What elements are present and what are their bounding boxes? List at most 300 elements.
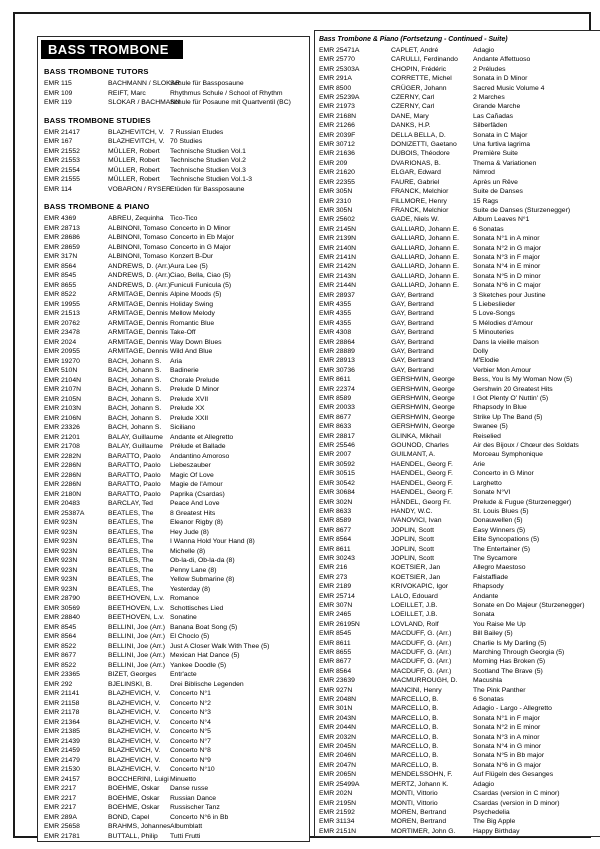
piece-title: Michelle (8) <box>170 547 206 555</box>
catalog-row <box>315 366 600 375</box>
catalog-row <box>315 648 600 657</box>
catalog-number: EMR 2045N <box>319 743 357 751</box>
composer-name: MARCELLO, B. <box>391 714 439 722</box>
catalog-row <box>315 356 600 365</box>
piece-title: St. Louis Blues (5) <box>473 507 529 515</box>
composer-name: BARATTO, Paolo <box>108 471 161 479</box>
composer-name: BLAZHEVICH, V. <box>108 699 161 707</box>
catalog-row <box>38 775 309 785</box>
section-heading: BASS TROMBONE TUTORS <box>44 67 149 76</box>
catalog-row <box>38 300 309 310</box>
piece-title: Technische Studien Vol.1 <box>170 147 246 155</box>
piece-title: Dans la vieille maison <box>473 338 539 346</box>
piece-title: Sonata N°3 in A minor <box>473 733 540 741</box>
catalog-row <box>315 733 600 742</box>
catalog-number: EMR 28889 <box>319 348 355 355</box>
piece-title: Entr'acte <box>170 671 197 678</box>
catalog-number: EMR 26195N <box>319 620 360 628</box>
piece-title: Etüden für Bassposaune <box>170 185 245 193</box>
piece-title: Mellow Melody <box>170 310 215 317</box>
piece-title: Morceau Symphonique <box>473 451 543 459</box>
piece-title: Thema & Variationen <box>473 159 537 167</box>
catalog-number: EMR 21973 <box>319 103 355 111</box>
piece-title: Yellow Submarine (8) <box>170 576 235 583</box>
catalog-row <box>38 262 309 272</box>
piece-title: Prelude D Minor <box>170 386 220 393</box>
catalog-row <box>315 291 600 300</box>
piece-title: Concerto N°7 <box>170 737 211 745</box>
catalog-number: EMR 20483 <box>44 500 80 507</box>
piece-title: Aura Lee (5) <box>170 262 208 270</box>
catalog-number: EMR 21708 <box>44 443 80 450</box>
catalog-row <box>315 168 600 177</box>
piece-title: Bess, You Is My Woman Now (5) <box>473 376 573 384</box>
piece-title: Danse russe <box>170 785 209 792</box>
composer-name: DUBOIS, Théodore <box>391 150 450 158</box>
catalog-number: EMR 25658 <box>44 823 80 830</box>
catalog-number: EMR 317N <box>44 253 78 260</box>
piece-title: 3 Sketches pour Justine <box>473 291 546 299</box>
piece-title: 5 Liebeslieder <box>473 300 516 308</box>
catalog-number: EMR 25303A <box>319 65 360 73</box>
piece-title: Charlie Is My Darling (5) <box>473 639 547 647</box>
piece-title: Chorale Prelude <box>170 376 220 384</box>
composer-name: BEETHOVEN, L.v. <box>108 614 165 621</box>
piece-title: Concerto N°8 <box>170 747 211 754</box>
piece-title: Penny Lane (8) <box>170 566 217 574</box>
composer-name: DANE, Mary <box>391 112 429 120</box>
composer-name: KOETSIER, Jan <box>391 573 441 581</box>
piece-title: Suite de Danses <box>473 188 523 196</box>
composer-name: MÜLLER, Robert <box>108 166 160 174</box>
composer-name: GUILMANT, A. <box>391 451 436 459</box>
catalog-number: EMR 2143N <box>319 272 357 280</box>
piece-title: Air des Bijoux / Chœur des Soldats <box>473 442 579 450</box>
catalog-number: EMR 289A <box>44 813 77 821</box>
catalog-row <box>38 604 309 614</box>
catalog-number: EMR 923N <box>44 557 78 564</box>
piece-title: Prelude XX <box>170 405 205 412</box>
catalog-number: EMR 28817 <box>319 432 355 440</box>
piece-title: Adagio - Largo - Allegretto <box>473 705 552 713</box>
catalog-row <box>38 243 309 253</box>
piece-title: Alpine Moods (5) <box>170 291 222 298</box>
piece-title: Magic Of Love <box>170 471 214 479</box>
composer-name: ARMITAGE, Dennis <box>108 300 168 308</box>
catalog-number: EMR 8545 <box>319 630 352 638</box>
catalog-number: EMR 8611 <box>319 376 351 384</box>
catalog-row <box>315 413 600 422</box>
composer-name: ARMITAGE, Dennis <box>108 338 168 346</box>
catalog-number: EMR 2151N <box>319 827 357 835</box>
catalog-number: EMR 23365 <box>44 671 80 678</box>
catalog-number: EMR 25239A <box>319 94 360 102</box>
piece-title: 6 Sonatas <box>473 696 504 704</box>
catalog-number: EMR 2286N <box>44 471 82 479</box>
catalog-row <box>38 670 309 680</box>
composer-name: MARCELLO, B. <box>391 724 439 732</box>
catalog-number: EMR 209 <box>319 159 348 167</box>
catalog-number: EMR 2195N <box>319 799 357 807</box>
piece-title: 15 Rags <box>473 197 499 205</box>
piece-title: Andantino Amoroso <box>170 452 230 460</box>
catalog-number: EMR 30569 <box>44 604 80 612</box>
catalog-row <box>38 461 309 471</box>
composer-name: BLAZHEVICH, V. <box>108 766 161 773</box>
piece-title: Concerto in G Major <box>170 243 231 251</box>
piece-title: Concerto N°2 <box>170 699 211 707</box>
catalog-number: EMR 2282N <box>44 452 82 460</box>
catalog-number: EMR 923N <box>44 538 78 545</box>
piece-title: 70 Studies <box>170 138 203 145</box>
catalog-row <box>315 676 600 685</box>
catalog-row <box>38 746 309 756</box>
catalog-row <box>38 737 309 747</box>
catalog-row <box>38 281 309 291</box>
catalog-row <box>315 695 600 704</box>
catalog-row <box>38 252 309 262</box>
catalog-number: EMR 2286N <box>44 481 82 488</box>
piece-title: Romance <box>170 595 200 602</box>
piece-title: 5 Minouteries <box>473 329 514 337</box>
catalog-row <box>38 642 309 652</box>
composer-name: CZERNY, Carl <box>391 94 435 102</box>
piece-title: Scotland The Brave (5) <box>473 667 543 675</box>
catalog-number: EMR 2168N <box>319 112 357 120</box>
catalog-row <box>38 708 309 718</box>
composer-name: BEATLES, The <box>108 538 154 545</box>
piece-title: Sacred Music Volume 4 <box>473 84 545 92</box>
composer-name: BEATLES, The <box>108 585 154 593</box>
catalog-number: EMR 2032N <box>319 733 357 741</box>
composer-name: GALLIARD, Johann E. <box>391 272 460 280</box>
catalog-number: EMR 8564 <box>44 633 77 640</box>
catalog-row <box>315 686 600 695</box>
catalog-number: EMR 21158 <box>44 699 80 707</box>
composer-name: FAURE, Gabriel <box>391 178 440 186</box>
piece-title: Sonata N°2 in E minor <box>473 724 541 732</box>
catalog-number: EMR 2465 <box>319 611 352 619</box>
catalog-row <box>38 414 309 424</box>
catalog-row <box>315 507 600 516</box>
piece-title: Verbier Mon Amour <box>473 366 532 374</box>
piece-title: Liebeszauber <box>170 462 211 469</box>
composer-name: MACDUFF, G. (Arr.) <box>391 667 452 675</box>
catalog-row <box>38 328 309 338</box>
composer-name: BLAZHEVICH, V. <box>108 747 161 754</box>
catalog-row <box>315 272 600 281</box>
catalog-number: EMR 25714 <box>319 592 355 600</box>
catalog-row <box>315 253 600 262</box>
piece-title: Concerto N°9 <box>170 756 211 764</box>
catalog-row <box>38 718 309 728</box>
composer-name: BLAZHEVICH, V. <box>108 709 161 716</box>
catalog-number: EMR 8611 <box>319 545 351 553</box>
catalog-row <box>38 319 309 329</box>
catalog-number: EMR 28686 <box>44 234 80 241</box>
catalog-row <box>315 244 600 253</box>
catalog-number: EMR 109 <box>44 89 73 97</box>
catalog-row <box>315 149 600 158</box>
catalog-row <box>315 74 600 83</box>
catalog-row <box>315 338 600 347</box>
catalog-number: EMR 4308 <box>319 329 352 337</box>
piece-title: Larghetto <box>473 479 502 487</box>
catalog-row <box>315 704 600 713</box>
catalog-row <box>315 761 600 770</box>
catalog-row <box>315 281 600 290</box>
catalog-number: EMR 28864 <box>319 338 355 346</box>
composer-name: ANDREWS, D. (Arr.) <box>108 281 171 289</box>
catalog-row <box>315 620 600 629</box>
catalog-number: EMR 923N <box>44 566 78 574</box>
piece-title: Russian Dance <box>170 794 217 802</box>
catalog-number: EMR 21513 <box>44 310 80 317</box>
catalog-number: EMR 2145N <box>319 225 357 233</box>
piece-title: Sonata N°5 in Bb major <box>473 752 545 760</box>
catalog-row <box>38 680 309 690</box>
catalog-row <box>38 357 309 367</box>
catalog-number: EMR 8677 <box>44 652 77 659</box>
composer-name: BEETHOVEN, L.v. <box>108 595 165 602</box>
piece-title: Sonata N°6 in C major <box>473 282 541 290</box>
composer-name: LALO, Edouard <box>391 592 438 600</box>
catalog-row <box>315 328 600 337</box>
piece-title: I Got Plenty O' Nuttin' (5) <box>473 395 549 403</box>
catalog-row <box>315 808 600 817</box>
catalog-row <box>315 93 600 102</box>
catalog-number: EMR 115 <box>44 80 72 87</box>
catalog-number: EMR 8655 <box>319 649 352 656</box>
piece-title: Prelude & Fugue (Sturzenegger) <box>473 498 572 506</box>
composer-name: LOEILLET, J.B. <box>391 611 438 619</box>
catalog-row <box>38 822 309 832</box>
catalog-number: EMR 30542 <box>319 479 355 487</box>
catalog-number: EMR 923N <box>44 585 78 593</box>
catalog-number: EMR 30684 <box>319 489 355 497</box>
catalog-row <box>38 566 309 576</box>
left-sections <box>38 67 309 841</box>
composer-name: MARCELLO, B. <box>391 761 439 769</box>
catalog-row <box>38 471 309 481</box>
piece-title: Sonata N°1 in F major <box>473 714 540 722</box>
catalog-row <box>315 610 600 619</box>
catalog-row <box>315 102 600 111</box>
catalog-number: EMR 2105N <box>44 395 82 403</box>
catalog-number: EMR 2144N <box>319 282 357 290</box>
composer-name: BALAY, Guillaume <box>108 433 163 441</box>
piece-title: Première Suite <box>473 150 518 158</box>
catalog-row <box>38 89 309 99</box>
page-title: BASS TROMBONE <box>48 42 169 57</box>
catalog-row <box>315 535 600 544</box>
catalog-number: EMR 28790 <box>44 595 80 602</box>
catalog-number: EMR 510N <box>44 367 78 374</box>
catalog-row <box>315 131 600 140</box>
catalog-row <box>38 699 309 709</box>
catalog-number: EMR 21266 <box>319 122 355 130</box>
catalog-row <box>315 657 600 666</box>
composer-name: HAENDEL, Georg F. <box>391 489 453 497</box>
composer-name: BACH, Johann S. <box>108 376 162 384</box>
composer-name: MANCINI, Henry <box>391 686 442 694</box>
catalog-number: EMR 2141N <box>319 253 357 261</box>
piece-title: Una furtiva lagrima <box>473 141 531 149</box>
composer-name: GAY, Bertrand <box>391 366 434 374</box>
composer-name: MACMURROUGH, D. <box>391 677 458 685</box>
catalog-number: EMR 19270 <box>44 357 80 365</box>
catalog-number: EMR 2217 <box>44 794 77 802</box>
catalog-row <box>315 545 600 554</box>
catalog-number: EMR 8564 <box>44 262 77 270</box>
piece-title: Schule für Posaune mit Quartventil (BC) <box>170 99 291 106</box>
catalog-number: EMR 25499A <box>319 780 360 788</box>
composer-name: BLAZHEVITCH, V. <box>108 128 165 136</box>
catalog-row <box>38 490 309 500</box>
piece-title: M'Elodie <box>473 357 499 365</box>
catalog-row <box>38 385 309 395</box>
catalog-number: EMR 4355 <box>319 319 352 327</box>
continuation-heading: Bass Trombone & Piano (Fortsetzung - Continued - Suite) <box>319 36 508 43</box>
piece-title: Peace And Love <box>170 500 220 507</box>
composer-name: BIZET, Georges <box>108 671 157 678</box>
catalog-row <box>315 714 600 723</box>
catalog-row <box>315 667 600 676</box>
piece-title: Bill Bailey (5) <box>473 630 513 638</box>
catalog-row <box>315 319 600 328</box>
catalog-number: EMR 21364 <box>44 718 80 726</box>
catalog-number: EMR 25602 <box>319 216 355 224</box>
catalog-number: EMR 2217 <box>44 804 77 811</box>
catalog-number: EMR 2104N <box>44 376 82 384</box>
catalog-row <box>315 432 600 441</box>
catalog-row <box>315 187 600 196</box>
catalog-row <box>38 547 309 557</box>
catalog-number: EMR 2180N <box>44 490 82 498</box>
piece-title: Sonata N°4 in E minor <box>473 263 541 271</box>
catalog-number: EMR 2106N <box>44 414 82 422</box>
composer-name: MACDUFF, G. (Arr.) <box>391 630 452 638</box>
left-column <box>37 36 310 842</box>
composer-name: MOREN, Bertrand <box>391 818 447 826</box>
composer-name: GLINKA, Mikhail <box>391 432 441 440</box>
catalog-row <box>38 499 309 509</box>
piece-title: Yesterday (8) <box>170 585 211 593</box>
catalog-row <box>38 794 309 804</box>
piece-title: Ciao, Bella, Ciao (5) <box>170 272 231 279</box>
composer-name: GALLIARD, Johann E. <box>391 263 460 271</box>
composer-name: BEETHOVEN, L.v. <box>108 604 165 612</box>
catalog-row <box>315 563 600 572</box>
catalog-row <box>315 742 600 751</box>
composer-name: MENDELSSOHN, F. <box>391 771 453 779</box>
piece-title: Paprika (Csardas) <box>170 490 225 498</box>
composer-name: ELGAR, Edward <box>391 169 441 177</box>
composer-name: GALLIARD, Johann E. <box>391 253 460 261</box>
piece-title: Drei Biblische Legenden <box>170 680 244 688</box>
catalog-number: EMR 20033 <box>319 404 355 412</box>
catalog-row <box>315 770 600 779</box>
composer-name: GAY, Bertrand <box>391 310 434 318</box>
piece-title: Adagio <box>473 780 495 788</box>
composer-name: LOEILLET, J.B. <box>391 601 438 609</box>
composer-name: BLAZHEVICH, V. <box>108 718 161 726</box>
catalog-number: EMR 2007 <box>319 451 352 459</box>
composer-name: BEATLES, The <box>108 576 154 583</box>
catalog-row <box>38 518 309 528</box>
composer-name: CZERNY, Carl <box>391 103 435 111</box>
composer-name: CARULLI, Ferdinando <box>391 56 458 64</box>
composer-name: GAY, Bertrand <box>391 348 434 355</box>
catalog-row <box>315 159 600 168</box>
catalog-row <box>38 452 309 462</box>
catalog-number: EMR 8677 <box>319 658 352 666</box>
catalog-number: EMR 292 <box>44 680 73 688</box>
piece-title: Csardas (version in C minor) <box>473 790 560 798</box>
piece-title: 7 Russian Etudes <box>170 128 224 136</box>
right-column <box>314 30 600 837</box>
catalog-number: EMR 21554 <box>44 166 80 174</box>
piece-title: Sonate en Do Majeur (Sturzenegger) <box>473 601 585 609</box>
section-heading: BASS TROMBONE STUDIES <box>44 115 151 125</box>
piece-title: Morning Has Broken (5) <box>473 658 546 666</box>
catalog-number: EMR 2047N <box>319 761 357 769</box>
catalog-row <box>38 442 309 452</box>
catalog-number: EMR 28840 <box>44 614 80 621</box>
catalog-row <box>315 751 600 760</box>
piece-title: Funiculi Funicula (5) <box>170 281 232 289</box>
composer-name: HAENDEL, Georg F. <box>391 460 453 468</box>
catalog-row <box>315 112 600 121</box>
composer-name: BEATLES, The <box>108 509 154 517</box>
catalog-number: EMR 21479 <box>44 756 80 764</box>
piece-title: Andante Affettuoso <box>473 56 531 64</box>
catalog-row <box>315 723 600 732</box>
composer-name: BACH, Johann S. <box>108 357 162 365</box>
piece-title: Konzert B-Dur <box>170 253 214 260</box>
catalog-row <box>38 404 309 414</box>
catalog-row <box>38 185 309 195</box>
piece-title: Concerto in D Minor <box>170 224 231 232</box>
composer-name: HANDY, W.C. <box>391 507 433 515</box>
piece-title: Mexican Hat Dance (5) <box>170 652 240 659</box>
catalog-row <box>38 395 309 405</box>
composer-name: BEATLES, The <box>108 557 154 564</box>
catalog-number: EMR 21592 <box>319 808 355 816</box>
piece-title: Romantic Blue <box>170 319 215 327</box>
piece-title: El Choclo (5) <box>170 633 210 640</box>
catalog-row <box>315 197 600 206</box>
piece-title: Las Cañadas <box>473 112 514 120</box>
composer-name: GOUNOD, Charles <box>391 442 449 450</box>
composer-name: DELLA BELLA, D. <box>391 131 446 139</box>
catalog-number: EMR 2107N <box>44 386 82 393</box>
catalog-number: EMR 23639 <box>319 677 355 685</box>
composer-name: MÜLLER, Robert <box>108 147 160 155</box>
catalog-number: EMR 22374 <box>319 385 355 393</box>
catalog-row <box>315 46 600 55</box>
catalog-number: EMR 2140N <box>319 244 357 252</box>
catalog-row <box>38 309 309 319</box>
catalog-number: EMR 21201 <box>44 433 80 441</box>
composer-name: ABREU, Zequinha <box>108 215 164 222</box>
catalog-number: EMR 273 <box>319 573 348 581</box>
catalog-number: EMR 30736 <box>319 366 355 374</box>
catalog-row <box>315 84 600 93</box>
piece-title: Rhapsody <box>473 583 504 591</box>
piece-title: Sonate N°VI <box>473 489 511 497</box>
catalog-number: EMR 307N <box>319 601 353 609</box>
